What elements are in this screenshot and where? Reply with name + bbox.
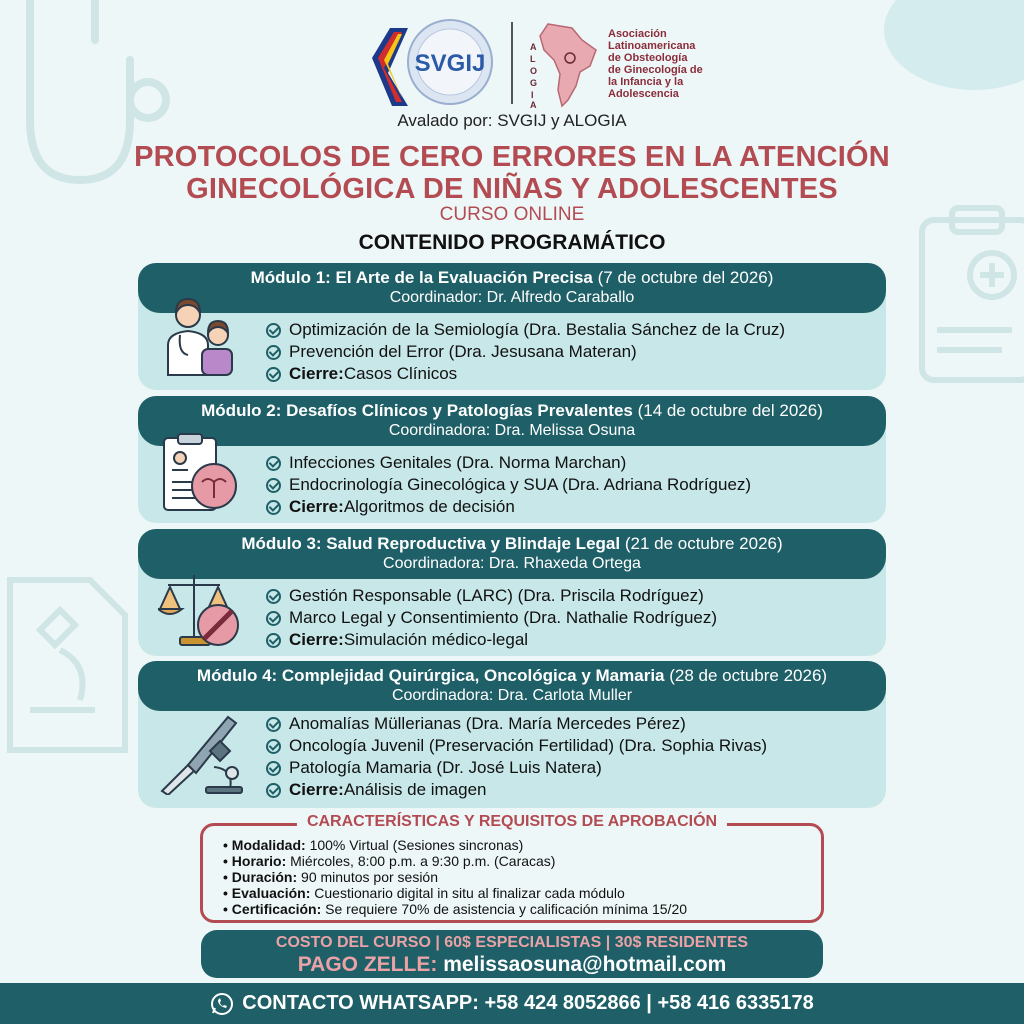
clipboard-uterus-icon xyxy=(158,432,242,516)
module-title xyxy=(138,263,886,288)
check-circle-icon xyxy=(266,739,281,754)
topic-item xyxy=(266,319,878,341)
alogia-name-line: de Obsteología xyxy=(608,52,688,64)
topic-bold: Cierre: xyxy=(289,364,344,383)
module-coordinator: Coordinadora: Dra. Melissa Osuna xyxy=(388,422,636,439)
requirement-value: 100% Virtual (Sesiones sincronas) xyxy=(305,837,524,853)
whatsapp-icon xyxy=(210,992,234,1016)
topic-text: Casos Clínicos xyxy=(343,364,458,383)
logo-divider xyxy=(511,22,513,104)
requirement-item xyxy=(223,869,687,885)
course-subtitle: CURSO ONLINE xyxy=(439,204,585,225)
course-title-line1: PROTOCOLOS DE CERO ERRORES EN LA ATENCIÓN xyxy=(134,141,890,173)
topic-text: Prevención del Error (Dra. Jesusana Materan) xyxy=(289,342,637,361)
topic-text: Infecciones Genitales (Dra. Norma Marchan) xyxy=(289,453,627,472)
course-title-line2: GINECOLÓGICA DE NIÑAS Y ADOLESCENTES xyxy=(186,173,838,205)
requirement-label: Duración: xyxy=(231,869,298,885)
module-topics xyxy=(266,452,878,518)
topic-item xyxy=(266,585,878,607)
alogia-logo xyxy=(526,20,608,108)
requirement-value: Cuestionario digital in situ al finalizar cada módulo xyxy=(310,885,625,901)
svg-text:I: I xyxy=(531,90,534,100)
contact-text[interactable]: CONTACTO WHATSAPP: +58 424 8052866 | +58 416 6335178 xyxy=(242,992,814,1014)
topic-item xyxy=(266,496,878,518)
course-title xyxy=(0,141,1024,205)
alogia-name-line: de Ginecología de xyxy=(608,64,703,76)
check-circle-icon xyxy=(266,717,281,732)
svg-text:G: G xyxy=(530,78,538,88)
check-circle-icon xyxy=(266,500,281,515)
doctor-with-girl-icon xyxy=(158,293,242,377)
topic-text: Anomalías Müllerianas (Dra. María Mercedes Pérez) xyxy=(289,714,686,733)
module-4-card xyxy=(138,661,886,808)
cost-box xyxy=(201,930,823,978)
requirement-item xyxy=(223,901,687,917)
requirement-label: Horario: xyxy=(231,853,287,869)
topic-bold: Cierre: xyxy=(289,780,344,799)
module-header xyxy=(138,396,886,446)
module-title xyxy=(138,661,886,686)
topic-item xyxy=(266,629,878,651)
module-coordinator: Coordinadora: Dra. Rhaxeda Ortega xyxy=(383,555,641,572)
module-3-card xyxy=(138,529,886,656)
check-circle-icon xyxy=(266,589,281,604)
scalpel-microscope-icon xyxy=(158,711,246,795)
module-date: (28 de octubre 2026) xyxy=(669,666,828,685)
section-title: CONTENIDO PROGRAMÁTICO xyxy=(358,231,666,254)
topic-text: Análisis de imagen xyxy=(343,780,487,799)
topic-item xyxy=(266,363,878,385)
check-circle-icon xyxy=(266,611,281,626)
alogia-name-line: Asociación xyxy=(608,28,667,40)
contact-footer xyxy=(0,983,1024,1024)
svg-text:L: L xyxy=(530,54,536,64)
alogia-name-line: Latinoamericana xyxy=(608,40,696,52)
check-circle-icon xyxy=(266,367,281,382)
module-title xyxy=(138,529,886,554)
header-logos xyxy=(368,18,728,110)
requirement-label: Modalidad: xyxy=(231,837,306,853)
topic-text: Marco Legal y Consentimiento (Dra. Nathalie Rodríguez) xyxy=(289,608,718,627)
topic-text: Endocrinología Ginecológica y SUA (Dra. Adriana Rodríguez) xyxy=(289,475,752,494)
alogia-name xyxy=(608,28,738,100)
module-topics xyxy=(266,319,878,385)
requirements-box xyxy=(200,813,824,923)
payment-label: PAGO ZELLE: xyxy=(297,953,438,976)
svgij-logo-text: SVGIJ xyxy=(414,50,486,77)
module-2-card xyxy=(138,396,886,523)
topic-bold: Cierre: xyxy=(289,497,344,516)
svgij-logo xyxy=(368,18,504,108)
module-title-bold: Módulo 2: Desafíos Clínicos y Patologías Prevalentes xyxy=(201,401,633,420)
svg-text:O: O xyxy=(530,66,538,76)
scales-pill-icon xyxy=(158,565,246,649)
check-circle-icon xyxy=(266,478,281,493)
module-title-bold: Módulo 1: El Arte de la Evaluación Precisa xyxy=(250,268,593,287)
module-topics xyxy=(266,585,878,651)
payment-email[interactable]: melissaosuna@hotmail.com xyxy=(443,953,727,976)
topic-item xyxy=(266,607,878,629)
check-circle-icon xyxy=(266,323,281,338)
endorsement-text: Avalado por: SVGIJ y ALOGIA xyxy=(397,111,627,130)
topic-item xyxy=(266,713,878,735)
alogia-name-line: la Infancia y la xyxy=(608,76,684,88)
requirement-item xyxy=(223,885,687,901)
topic-item xyxy=(266,735,878,757)
topic-text: Oncología Juvenil (Preservación Fertilidad) (Dra. Sophia Rivas) xyxy=(289,736,768,755)
check-circle-icon xyxy=(266,345,281,360)
alogia-name-line: Adolescencia xyxy=(608,88,679,100)
module-coordinator: Coordinadora: Dra. Carlota Muller xyxy=(391,687,633,704)
check-circle-icon xyxy=(266,456,281,471)
module-1-card xyxy=(138,263,886,390)
module-header xyxy=(138,529,886,579)
requirement-item xyxy=(223,837,687,853)
check-circle-icon xyxy=(266,783,281,798)
requirement-label: Certificación: xyxy=(231,901,322,917)
topic-item xyxy=(266,452,878,474)
topic-text: Gestión Responsable (LARC) (Dra. Priscila Rodríguez) xyxy=(289,586,704,605)
topic-item xyxy=(266,341,878,363)
requirements-title: CARACTERÍSTICAS Y REQUISITOS DE APROBACIÓN xyxy=(297,813,727,831)
requirement-value: Se requiere 70% de asistencia y calificación mínima 15/20 xyxy=(321,901,688,917)
check-circle-icon xyxy=(266,633,281,648)
clipboard-cross-icon xyxy=(912,200,1024,390)
module-coordinator: Coordinador: Dr. Alfredo Caraballo xyxy=(389,289,635,306)
course-cost: COSTO DEL CURSO | 60$ ESPECIALISTAS | 30$ RESIDENTES xyxy=(275,934,749,951)
topic-text: Simulación médico-legal xyxy=(343,630,529,649)
module-title-bold: Módulo 4: Complejidad Quirúrgica, Oncológica y Mamaria xyxy=(196,666,665,685)
module-title xyxy=(138,396,886,421)
topic-bold: Cierre: xyxy=(289,630,344,649)
background-blob xyxy=(884,0,1024,90)
module-date: (21 de octubre 2026) xyxy=(624,534,783,553)
alogia-vertical-text: A xyxy=(530,42,537,52)
topic-text: Patología Mamaria (Dr. José Luis Natera) xyxy=(289,758,602,777)
microscope-document-icon xyxy=(0,570,140,760)
topic-text: Optimización de la Semiología (Dra. Bestalia Sánchez de la Cruz) xyxy=(289,320,786,339)
module-date: (14 de octubre del 2026) xyxy=(637,401,823,420)
topic-item xyxy=(266,757,878,779)
topic-text: Algoritmos de decisión xyxy=(343,497,515,516)
payment-info xyxy=(201,953,823,977)
module-header xyxy=(138,263,886,313)
requirement-value: Miércoles, 8:00 p.m. a 9:30 p.m. (Caracas) xyxy=(286,853,556,869)
topic-item xyxy=(266,474,878,496)
requirements-list xyxy=(223,837,687,917)
check-circle-icon xyxy=(266,761,281,776)
svg-text:A: A xyxy=(530,100,537,108)
module-title-bold: Módulo 3: Salud Reproductiva y Blindaje Legal xyxy=(241,534,621,553)
requirement-item xyxy=(223,853,687,869)
requirement-label: Evaluación: xyxy=(231,885,311,901)
module-header xyxy=(138,661,886,711)
module-topics xyxy=(266,713,878,801)
requirement-value: 90 minutos por sesión xyxy=(297,869,438,885)
topic-item xyxy=(266,779,878,801)
module-date: (7 de octubre del 2026) xyxy=(597,268,774,287)
